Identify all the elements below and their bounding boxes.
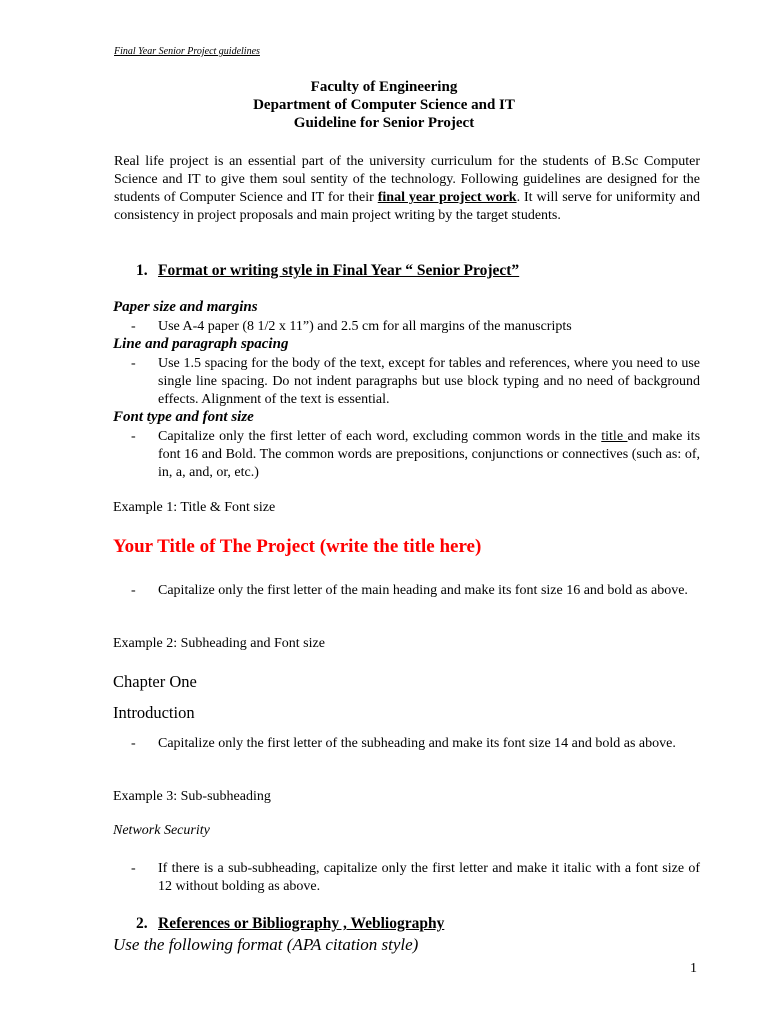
section-1-heading xyxy=(136,262,519,280)
list-item xyxy=(131,355,700,409)
bullet-dash: - xyxy=(131,356,136,371)
example-1-label: Example 1: Title & Font size xyxy=(113,500,276,515)
paper-size-bullet: Use A-4 paper (8 1/2 x 11”) and 2.5 cm for all margins of the manuscripts xyxy=(158,319,572,334)
section-2-heading xyxy=(136,915,444,933)
example-2-bullet: Capitalize only the first letter of the subheading and make its font size 14 and bold as above. xyxy=(158,736,676,751)
bullet-dash: - xyxy=(131,583,136,598)
title-block xyxy=(0,78,768,132)
bullet-dash: - xyxy=(131,319,136,334)
department-title: Department of Computer Science and IT xyxy=(253,97,515,113)
guideline-title: Guideline for Senior Project xyxy=(293,115,475,131)
section-1-title: Format or writing style in Final Year “ Senior Project” xyxy=(158,262,520,279)
example-3-label: Example 3: Sub-subheading xyxy=(113,789,271,804)
faculty-title: Faculty of Engineering xyxy=(310,79,458,95)
sample-project-title: Your Title of The Project (write the title here) xyxy=(113,536,482,557)
example-3-bullet: If there is a sub-subheading, capitalize only the first letter and make it italic with a font size of 12 without bolding as above. xyxy=(158,861,700,894)
font-bullet-end: and make its font 16 and Bold. The common words are prepositions, conjunctions or connectives (such as: of, in, a, and, or, etc.) xyxy=(158,429,701,480)
intro-emphasis: final year project work xyxy=(377,190,517,205)
example-2-label: Example 2: Subheading and Font size xyxy=(113,636,325,651)
example-1-bullet: Capitalize only the first letter of the main heading and make its font size 16 and bold as above. xyxy=(158,583,688,598)
intro-paragraph xyxy=(114,153,700,225)
intro-text-start: Real life project is an essential part of the university curriculum for the students of B.Sc Computer Science and IT to give them soul sentity of the technology. Following guidelines are designed for the students of Computer Science and IT for their xyxy=(114,154,700,205)
list-item xyxy=(131,860,700,896)
page-number: 1 xyxy=(690,961,697,976)
sample-subheading: Introduction xyxy=(113,703,195,722)
title-underlined-word: title xyxy=(601,429,628,444)
sample-chapter-heading: Chapter One xyxy=(113,672,197,691)
section-2-title: References or Bibliography , Webliography xyxy=(158,915,445,932)
line-spacing-bullet: Use 1.5 spacing for the body of the text, except for tables and references, where you need to use single line spacing. Do not indent paragraphs but use block typing and no need of background effects. Alignment of the text is essential. xyxy=(158,356,700,407)
section-1-number: 1. xyxy=(136,262,148,279)
sample-sub-subheading: Network Security xyxy=(113,823,210,838)
font-bullet-start: Capitalize only the first letter of each word, excluding common words in the xyxy=(158,429,602,444)
list-item xyxy=(131,318,700,336)
font-type-heading: Font type and font size xyxy=(113,409,254,425)
citation-style-note: Use the following format (APA citation style) xyxy=(113,935,419,954)
bullet-dash: - xyxy=(131,736,136,751)
intro-text-end: . It will serve for uniformity and consistency in project proposals and main project writing by the target students. xyxy=(114,190,700,223)
list-item xyxy=(131,428,700,482)
list-item xyxy=(131,582,700,600)
running-header: Final Year Senior Project guidelines xyxy=(114,46,260,57)
paper-size-heading: Paper size and margins xyxy=(113,299,258,315)
line-spacing-heading: Line and paragraph spacing xyxy=(113,336,289,352)
bullet-dash: - xyxy=(131,861,136,876)
bullet-dash: - xyxy=(131,429,136,444)
list-item xyxy=(131,735,700,753)
section-2-number: 2. xyxy=(136,915,148,932)
font-type-bullet xyxy=(158,428,700,482)
